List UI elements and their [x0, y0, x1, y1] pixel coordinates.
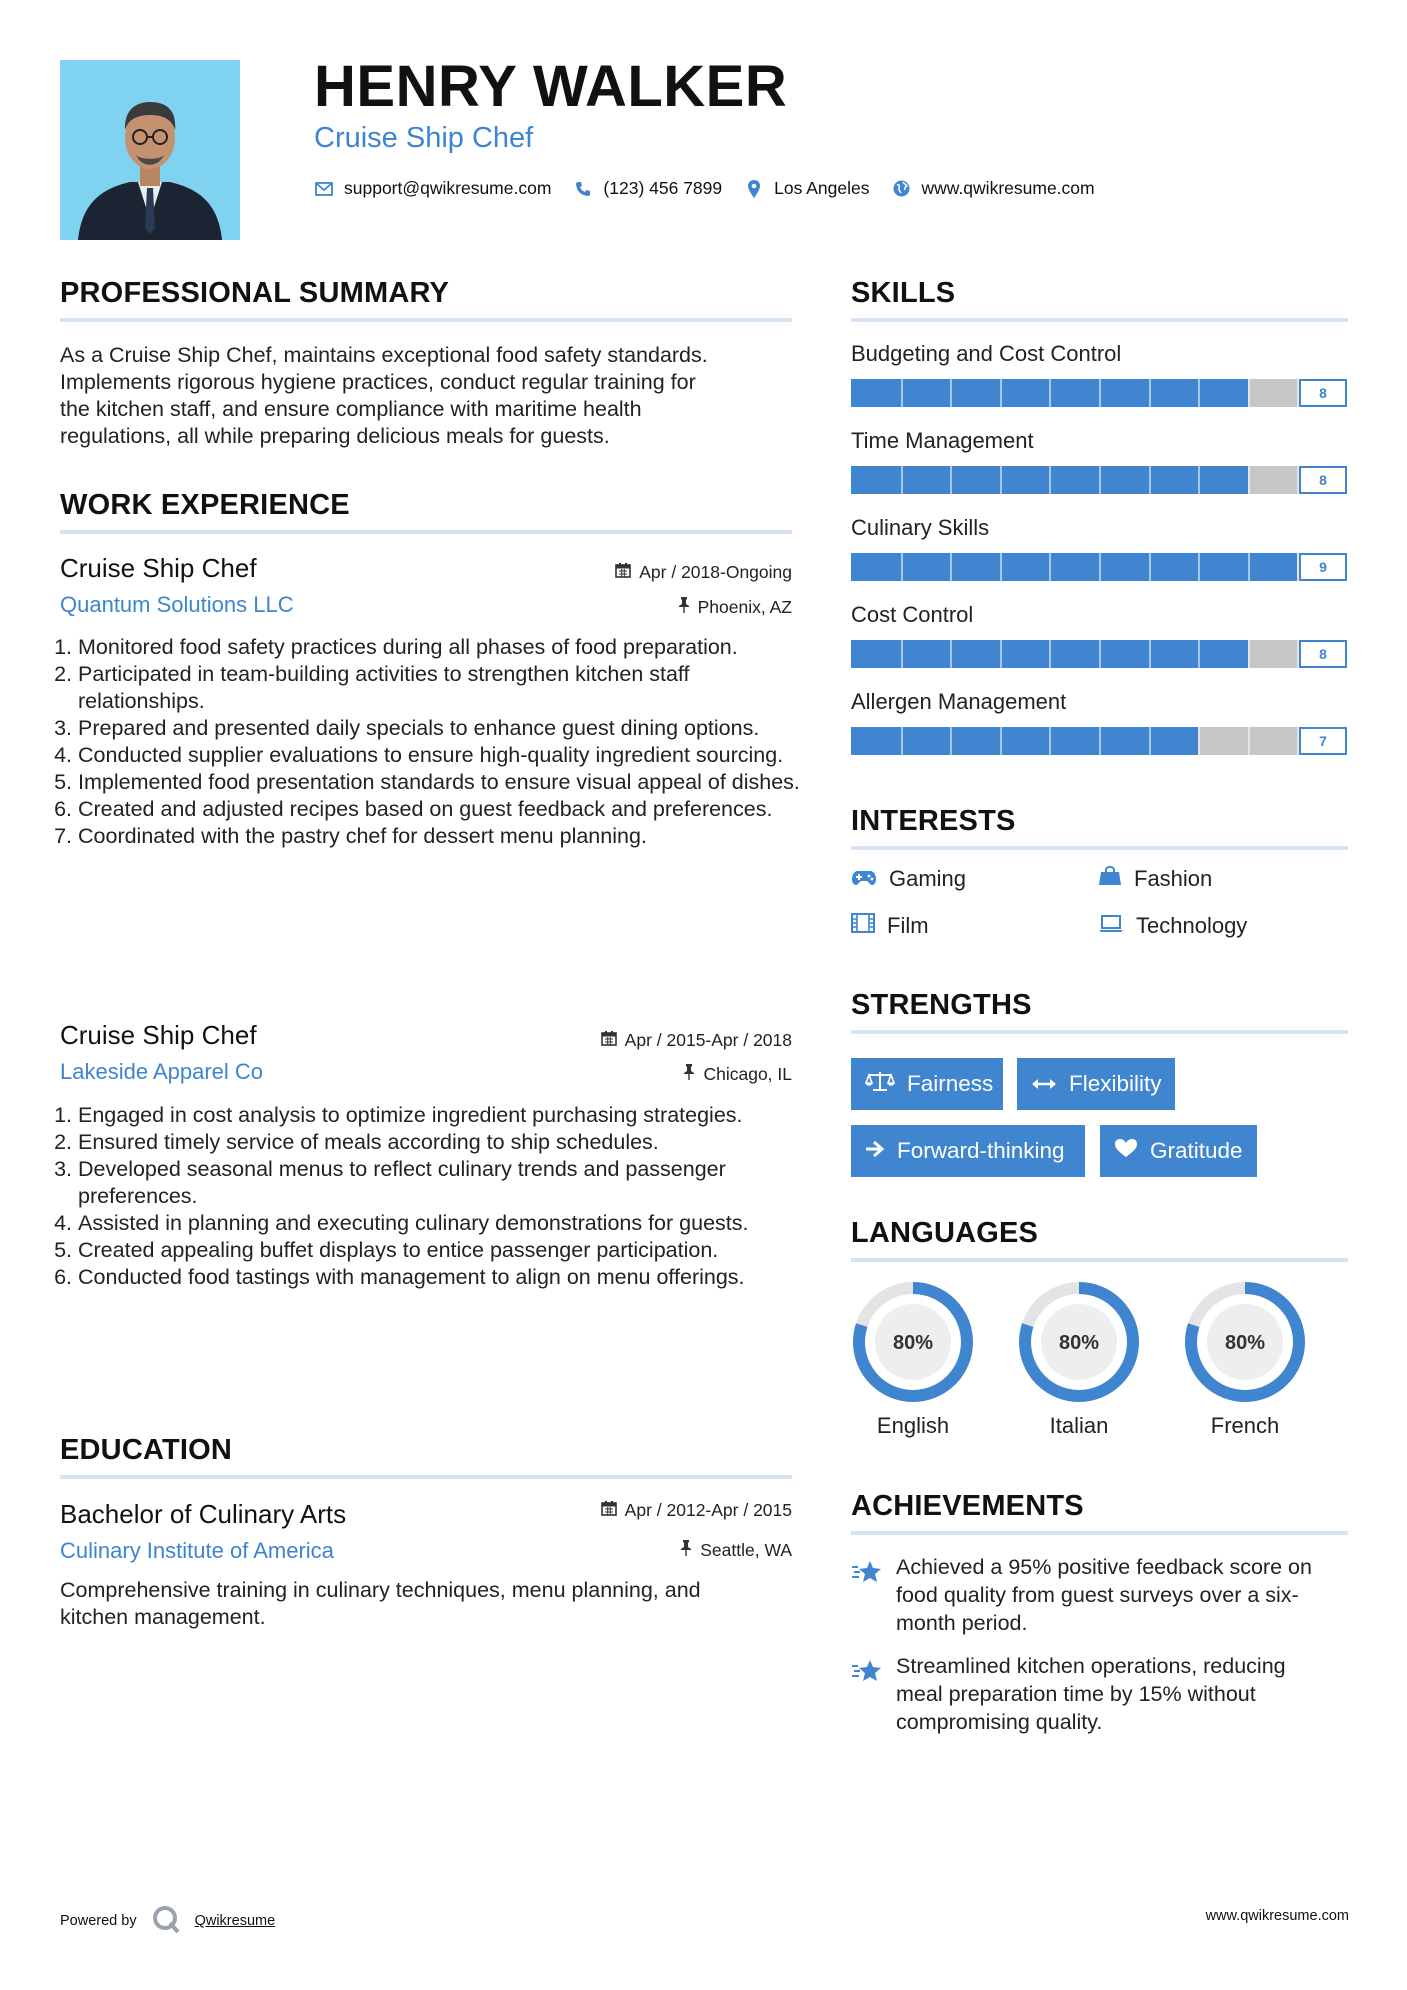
pushpin-icon [680, 1540, 692, 1561]
heart-icon [1114, 1138, 1138, 1164]
job-dates [601, 1030, 792, 1051]
skill-row [851, 341, 1347, 407]
skill-bar [851, 379, 1347, 407]
list-item: 4. Conducted supplier evaluations to ensure high-quality ingredient sourcing. [78, 742, 818, 769]
school-name: Culinary Institute of America [60, 1538, 334, 1563]
language-gauge [1183, 1280, 1307, 1404]
job-duties [60, 1102, 818, 1291]
list-item: 5. Created appealing buffet displays to entice passenger participation. [78, 1237, 818, 1264]
skill-bar-tick [901, 640, 903, 668]
skill-bar-tick [950, 640, 952, 668]
skill-bar-tick [1248, 553, 1250, 581]
interest-label: Fashion [1134, 866, 1213, 891]
arrow-right-icon [865, 1138, 885, 1164]
skill-bar-tick [950, 553, 952, 581]
job-dates [615, 562, 792, 583]
language-label: English [876, 1413, 950, 1438]
skill-bar-tick [1198, 466, 1200, 494]
language-gauge [1017, 1280, 1141, 1404]
skill-row [851, 515, 1347, 581]
balance-scale-icon [865, 1070, 895, 1098]
achievement-line: Streamlined kitchen operations, reducing [896, 1654, 1286, 1678]
summary-text [60, 342, 800, 450]
phone-text: (123) 456 7899 [603, 178, 723, 198]
interests-heading: INTERESTS [851, 805, 1016, 837]
skill-row [851, 689, 1347, 755]
skill-level-badge: 9 [1299, 553, 1347, 581]
skill-level-badge: 8 [1299, 640, 1347, 668]
achievement-item [851, 1652, 1351, 1736]
achievement-text [896, 1652, 1351, 1736]
interest-item [851, 913, 929, 939]
language-item [851, 1280, 975, 1439]
degree-title: Bachelor of Culinary Arts [60, 1499, 347, 1529]
email-text: support@qwikresume.com [344, 178, 552, 198]
skill-bar-tick [1099, 466, 1101, 494]
skill-bar-tick [901, 553, 903, 581]
education-location [680, 1540, 792, 1561]
shooting-star-icon [851, 1559, 883, 1590]
skill-bar [851, 727, 1347, 755]
company-name: Lakeside Apparel Co [60, 1059, 264, 1084]
skill-label: Budgeting and Cost Control [851, 341, 1122, 366]
language-label: French [1210, 1413, 1280, 1438]
contact-location [744, 178, 869, 199]
shopping-bag-icon [1098, 866, 1122, 892]
education-description-line: kitchen management. [60, 1605, 266, 1629]
job-dates-text: Apr / 2018-Ongoing [639, 562, 792, 582]
interest-label: Technology [1136, 913, 1248, 938]
skill-bar-tick [1099, 640, 1101, 668]
achievement-line: month period. [896, 1611, 1028, 1635]
skill-label: Culinary Skills [851, 515, 990, 540]
skill-bar-tick [1000, 379, 1002, 407]
list-item: 4. Assisted in planning and executing culinary demonstrations for guests. [78, 1210, 818, 1237]
job-location-text: Phoenix, AZ [697, 597, 792, 617]
skill-bar-tick [901, 727, 903, 755]
list-item: 2. Participated in team-building activities to strengthen kitchen staff relationships. [78, 661, 818, 715]
summary-line: regulations, all while preparing delicious meals for guests. [60, 424, 610, 448]
job-location-text: Chicago, IL [703, 1064, 792, 1084]
summary-line: the kitchen staff, and ensure compliance with maritime health [60, 397, 642, 421]
skill-bar-tick [901, 379, 903, 407]
skill-bar-tick [1000, 466, 1002, 494]
education-dates-text: Apr / 2012-Apr / 2015 [624, 1500, 792, 1520]
skill-bar-tick [1000, 553, 1002, 581]
calendar-icon [615, 562, 631, 583]
contact-phone[interactable] [573, 178, 722, 199]
summary-line: As a Cruise Ship Chef, maintains exceptional food safety standards. [60, 343, 708, 367]
skill-bar-tick [1000, 727, 1002, 755]
interest-label: Film [887, 913, 929, 938]
skill-level-badge: 7 [1299, 727, 1347, 755]
job-title: Cruise Ship Chef [60, 1020, 257, 1050]
list-item: 6. Conducted food tastings with management to align on menu offerings. [78, 1264, 818, 1291]
footer-url[interactable]: www.qwikresume.com [1205, 1908, 1349, 1924]
achievement-text [896, 1553, 1351, 1637]
skill-label: Allergen Management [851, 689, 1067, 714]
skill-bar-tick [1000, 640, 1002, 668]
strength-label: Gratitude [1150, 1138, 1243, 1163]
strengths-divider [851, 1030, 1348, 1034]
envelope-icon [314, 179, 334, 199]
skill-bar-tick [1099, 727, 1101, 755]
skill-bar-tick [950, 727, 952, 755]
skill-level-badge: 8 [1299, 466, 1347, 494]
strength-label: Fairness [907, 1071, 994, 1096]
list-item: 7. Coordinated with the pastry chef for dessert menu planning. [78, 823, 818, 850]
skill-bar-tick [1099, 379, 1101, 407]
footer-branding [60, 1904, 275, 1938]
qwikresume-logo-icon [151, 1904, 181, 1938]
skill-bar-tick [1049, 466, 1051, 494]
skill-bar-fill [851, 727, 1198, 755]
list-item: 3. Prepared and presented daily specials to enhance guest dining options. [78, 715, 818, 742]
powered-by-text: Powered by [60, 1913, 137, 1929]
skill-bar-tick [950, 466, 952, 494]
profile-photo [60, 60, 240, 240]
contact-bar [314, 178, 1105, 199]
skill-label: Time Management [851, 428, 1034, 453]
skill-bar-tick [1198, 553, 1200, 581]
website-text: www.qwikresume.com [921, 178, 1095, 198]
skill-bar-tick [1049, 640, 1051, 668]
skills-divider [851, 318, 1348, 322]
education-dates [601, 1500, 792, 1521]
strength-tag [1100, 1125, 1257, 1177]
film-icon [851, 913, 875, 939]
globe-icon [892, 179, 912, 199]
gauge-percent: 80% [892, 1332, 934, 1354]
skill-bar [851, 640, 1347, 668]
phone-icon [573, 179, 593, 199]
achievement-line: meal preparation time by 15% without [896, 1682, 1256, 1706]
contact-email[interactable] [314, 178, 551, 199]
achievements-divider [851, 1531, 1348, 1535]
interest-item [1098, 913, 1247, 939]
skill-bar-tick [1099, 553, 1101, 581]
language-item [1183, 1280, 1307, 1439]
summary-heading: PROFESSIONAL SUMMARY [60, 277, 450, 309]
languages-heading: LANGUAGES [851, 1217, 1039, 1249]
job-location [678, 597, 792, 618]
job-title: Cruise Ship Chef [60, 553, 257, 583]
strength-tag [851, 1125, 1085, 1177]
skill-label: Cost Control [851, 602, 974, 627]
company-name: Quantum Solutions LLC [60, 592, 294, 617]
achievement-line: Achieved a 95% positive feedback score on [896, 1555, 1312, 1579]
job-dates-text: Apr / 2015-Apr / 2018 [624, 1030, 792, 1050]
skill-row [851, 602, 1347, 668]
list-item: 1. Engaged in cost analysis to optimize ingredient purchasing strategies. [78, 1102, 818, 1129]
list-item: 5. Implemented food presentation standards to ensure visual appeal of dishes. [78, 769, 818, 796]
job-duties [60, 634, 818, 850]
list-item: 6. Created and adjusted recipes based on guest feedback and preferences. [78, 796, 818, 823]
pushpin-icon [683, 1064, 695, 1085]
skill-bar-tick [1149, 466, 1151, 494]
strength-label: Forward-thinking [897, 1138, 1065, 1163]
strengths-heading: STRENGTHS [851, 989, 1032, 1021]
skill-bar-tick [1248, 640, 1250, 668]
languages-divider [851, 1258, 1348, 1262]
skill-bar-tick [1248, 727, 1250, 755]
skill-bar-tick [1049, 379, 1051, 407]
strength-tag [851, 1058, 1003, 1110]
arrows-horizontal-icon [1031, 1071, 1057, 1097]
education-heading: EDUCATION [60, 1434, 233, 1466]
strength-label: Flexibility [1069, 1071, 1162, 1096]
education-description-line: Comprehensive training in culinary techniques, menu planning, and [60, 1578, 701, 1602]
map-marker-icon [744, 179, 764, 199]
skill-bar-tick [950, 379, 952, 407]
skill-row [851, 428, 1347, 494]
skill-bar-tick [1149, 640, 1151, 668]
list-item: 2. Ensured timely service of meals according to ship schedules. [78, 1129, 818, 1156]
list-item: 1. Monitored food safety practices during all phases of food preparation. [78, 634, 818, 661]
skill-bar-tick [1198, 379, 1200, 407]
language-item [1017, 1280, 1141, 1439]
skill-bar [851, 466, 1347, 494]
brand-link[interactable]: Qwikresume [194, 1913, 276, 1929]
shooting-star-icon [851, 1658, 883, 1689]
experience-divider [60, 530, 792, 534]
gauge-percent: 80% [1224, 1332, 1266, 1354]
skill-bar-tick [1149, 379, 1151, 407]
candidate-name: HENRY WALKER [314, 54, 788, 119]
pushpin-icon [678, 597, 690, 618]
skills-heading: SKILLS [851, 277, 956, 309]
education-divider [60, 1475, 792, 1479]
candidate-role: Cruise Ship Chef [314, 122, 534, 154]
education-description [60, 1577, 800, 1631]
location-text: Los Angeles [774, 178, 870, 198]
gauge-percent: 80% [1058, 1332, 1100, 1354]
skill-bar-tick [1248, 466, 1250, 494]
skill-bar-fill [851, 553, 1297, 581]
laptop-icon [1098, 913, 1124, 939]
gamepad-icon [851, 866, 877, 892]
language-gauge [851, 1280, 975, 1404]
skill-bar-tick [1049, 553, 1051, 581]
skill-bar-tick [1248, 379, 1250, 407]
skill-bar-tick [901, 466, 903, 494]
skill-bar-tick [1149, 727, 1151, 755]
interests-divider [851, 846, 1348, 850]
achievement-item [851, 1553, 1351, 1637]
skill-bar [851, 553, 1347, 581]
achievement-line: compromising quality. [896, 1710, 1103, 1734]
education-location-text: Seattle, WA [700, 1540, 792, 1560]
contact-website[interactable] [892, 178, 1095, 199]
achievement-line: food quality from guest surveys over a six- [896, 1583, 1299, 1607]
skill-bar-tick [1049, 727, 1051, 755]
list-item: 3. Developed seasonal menus to reflect culinary trends and passenger preferences. [78, 1156, 818, 1210]
strength-tag [1017, 1058, 1175, 1110]
summary-divider [60, 318, 792, 322]
person-photo-illustration [60, 60, 240, 240]
job-location [683, 1064, 792, 1085]
experience-heading: WORK EXPERIENCE [60, 489, 350, 521]
calendar-icon [601, 1500, 617, 1521]
achievements-heading: ACHIEVEMENTS [851, 1490, 1084, 1522]
language-label: Italian [1049, 1413, 1109, 1438]
skill-bar-tick [1198, 727, 1200, 755]
interest-item [1098, 866, 1212, 892]
skill-level-badge: 8 [1299, 379, 1347, 407]
interest-label: Gaming [889, 866, 967, 891]
summary-line: Implements rigorous hygiene practices, conduct regular training for [60, 370, 696, 394]
skill-bar-tick [1198, 640, 1200, 668]
calendar-icon [601, 1030, 617, 1051]
skill-bar-tick [1149, 553, 1151, 581]
interest-item [851, 866, 966, 892]
